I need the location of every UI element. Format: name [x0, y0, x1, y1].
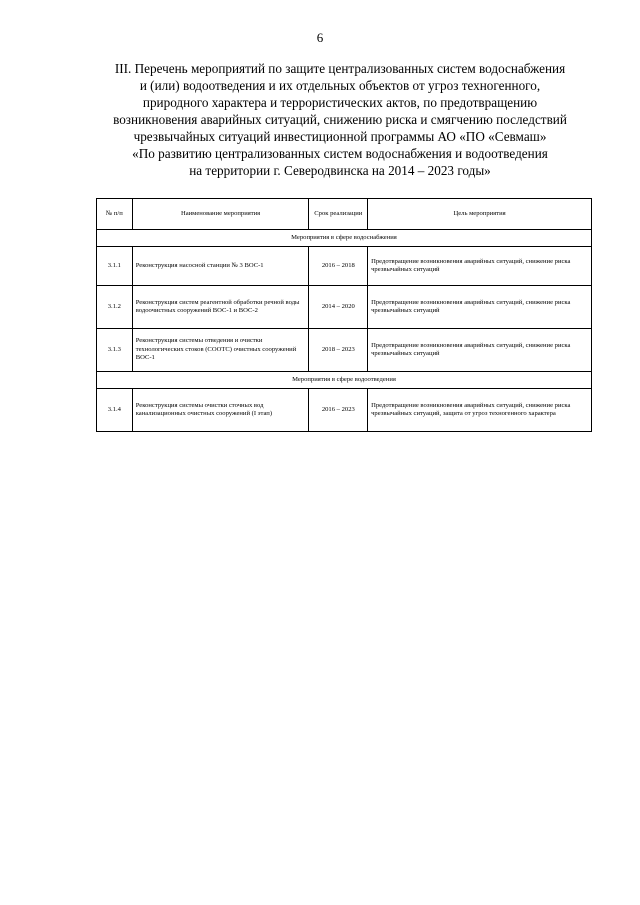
header-name: Наименование мероприятия — [132, 199, 309, 230]
cell-name: Реконструкция насосной станции № 3 ВОС-1 — [132, 247, 309, 286]
table-header-row — [97, 199, 592, 230]
title-line: возникновения аварийных ситуаций, снижению риска и смягчению последствий — [113, 112, 567, 127]
cell-goal: Предотвращение возникновения аварийных ситуаций, снижение риска чрезвычайных ситуаций — [368, 247, 592, 286]
title-line: природного характера и террористических актов, по предотвращению — [142, 95, 538, 110]
cell-num: 3.1.3 — [97, 329, 133, 372]
cell-name: Реконструкция систем реагентной обработки речной воды водоочистных сооружений ВОС-1 и ВОС-2 — [132, 286, 309, 329]
table-row — [97, 389, 592, 432]
cell-name: Реконструкция системы очистки сточных вод канализационных очистных сооружений (I этап) — [132, 389, 309, 432]
cell-term: 2014 – 2020 — [309, 286, 368, 329]
table-row — [97, 247, 592, 286]
title-line: и (или) водоотведения и их отдельных объектов от угроз техногенного, — [139, 78, 541, 93]
section-title: Мероприятия в сфере водоотведения — [97, 372, 592, 389]
title-line: чрезвычайных ситуаций инвестиционной программы АО «ПО «Севмаш» — [133, 129, 547, 144]
document-title — [80, 60, 600, 179]
title-line: «По развитию централизованных систем водоснабжения и водоотведения — [132, 146, 548, 161]
header-term: Срок реализации — [309, 199, 368, 230]
section-row-water-supply — [97, 230, 592, 247]
cell-goal: Предотвращение возникновения аварийных ситуаций, снижение риска чрезвычайных ситуаций, защита от угроз техногенного характера — [368, 389, 592, 432]
title-line: на территории г. Северодвинска на 2014 – 2023 годы» — [189, 163, 491, 178]
cell-goal: Предотвращение возникновения аварийных ситуаций, снижение риска чрезвычайных ситуаций — [368, 286, 592, 329]
cell-name: Реконструкция системы отведения и очистки технологических стоков (СООТС) очистных сооружений ВОС-1 — [132, 329, 309, 372]
cell-num: 3.1.1 — [97, 247, 133, 286]
cell-term: 2016 – 2018 — [309, 247, 368, 286]
table-row — [97, 286, 592, 329]
section-row-water-disposal — [97, 372, 592, 389]
header-goal: Цель мероприятия — [368, 199, 592, 230]
section-title: Мероприятия в сфере водоснабжения — [97, 230, 592, 247]
header-num: № п/п — [97, 199, 133, 230]
title-line: III. Перечень мероприятий по защите централизованных систем водоснабжения — [114, 61, 566, 76]
measures-table — [96, 198, 592, 432]
cell-num: 3.1.4 — [97, 389, 133, 432]
cell-num: 3.1.2 — [97, 286, 133, 329]
cell-goal: Предотвращение возникновения аварийных ситуаций, снижение риска чрезвычайных ситуаций — [368, 329, 592, 372]
cell-term: 2016 – 2023 — [309, 389, 368, 432]
cell-term: 2018 – 2023 — [309, 329, 368, 372]
page-number: 6 — [316, 30, 324, 45]
table-row — [97, 329, 592, 372]
